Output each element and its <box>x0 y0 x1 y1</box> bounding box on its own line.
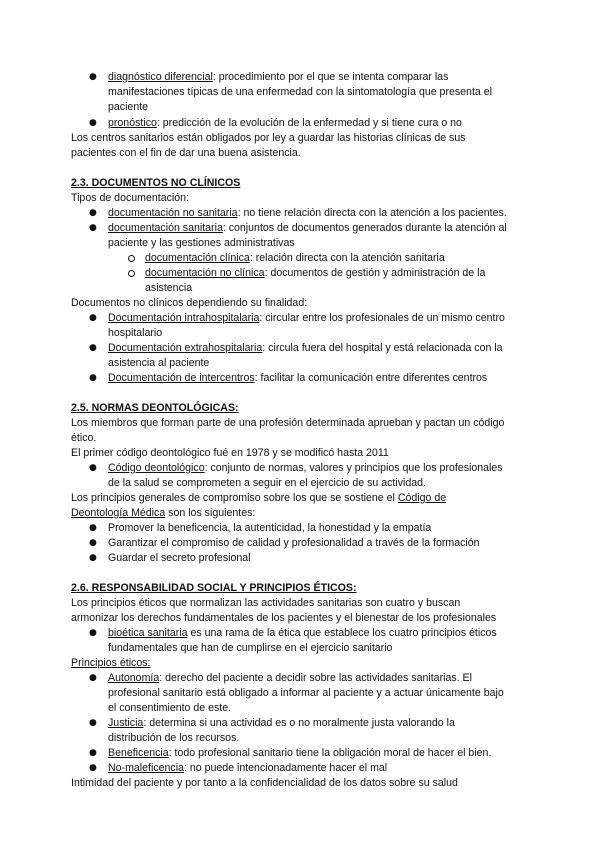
paragraph-line: armonizar los derechos fundamentales de los pacientes y el bienestar de los profesionales <box>71 612 497 624</box>
bullet-icon: ● <box>89 463 97 473</box>
list-item-continuation: de la salud se comprometen a seguir en el ejercicio de su actividad. <box>108 477 426 489</box>
bullet-icon: ● <box>89 763 97 773</box>
paragraph-line: Los miembros que forman parte de una profesión determinada aprueban y pactan un código <box>71 417 505 429</box>
term: diagnóstico diferencial <box>108 71 213 83</box>
list-item: Justicia: determina si una actividad es o no moralmente justa valorando la <box>108 717 455 729</box>
paragraph-line: Deontología Médica son los siguientes: <box>71 507 256 519</box>
list-item-continuation: asistencia <box>145 282 193 294</box>
term: Documentación de intercentros <box>108 372 255 384</box>
list-item: Garantizar el compromiso de calidad y profesionalidad a través de la formación <box>108 537 480 549</box>
list-item: documentación no sanitaria: no tiene relación directa con la atención a los pacientes. <box>108 207 507 219</box>
bullet-icon: ● <box>89 223 97 233</box>
term: No-maleficencia <box>108 762 184 774</box>
list-item: pronóstico: predicción de la evolución de la enfermedad y si tiene cura o no <box>108 117 462 129</box>
term: Documentación intrahospitalaria <box>108 312 260 324</box>
section-heading: 2.6. RESPONSABILIDAD SOCIAL Y PRINCIPIOS ÉTICOS: <box>71 582 357 594</box>
list-item: Promover la beneficencia, la autenticidad, la honestidad y la empatía <box>108 522 432 534</box>
paragraph-line: Tipos de documentación: <box>71 192 189 204</box>
list-item: documentación sanitaria: conjuntos de documentos generados durante la atención al <box>108 222 507 234</box>
section-heading: 2.3. DOCUMENTOS NO CLÍNICOS <box>71 177 241 189</box>
bullet-icon: ● <box>89 718 97 728</box>
bullet-icon: ● <box>89 748 97 758</box>
bullet-icon: ● <box>89 72 97 82</box>
paragraph-line: Documentos no clínicos dependiendo su finalidad: <box>71 297 308 309</box>
list-item: documentación no clínica: documentos de gestión y administración de la <box>145 267 486 279</box>
bullet-icon: ● <box>89 208 97 218</box>
bullet-icon: ● <box>89 538 97 548</box>
list-item: Beneficencia: todo profesional sanitario tiene la obligación moral de hacer el bien. <box>108 747 492 759</box>
link-codigo[interactable]: Código de <box>397 492 447 504</box>
list-item-continuation: paciente y las gestiones administrativas <box>108 237 295 249</box>
term: Beneficencia <box>108 747 169 759</box>
circle-bullet-icon <box>128 255 135 262</box>
link-deontologia[interactable]: Deontología Médica <box>71 507 166 519</box>
list-item: Documentación extrahospitalaria: circula fuera del hospital y está relacionada con la <box>108 342 503 354</box>
list-item: Código deontológico: conjunto de normas, valores y principios que los profesionales <box>108 462 503 474</box>
term: Código deontológico <box>108 462 205 474</box>
list-item-continuation: fundamentales que han de cumplirse en el ejercicio sanitario <box>108 642 393 654</box>
list-item: documentación clínica: relación directa con la atención sanitaria <box>145 252 445 264</box>
bullet-icon: ● <box>89 373 97 383</box>
list-item: No-maleficencia: no puede intencionadamente hacer el mal <box>108 762 388 774</box>
list-item: Documentación de intercentros: facilitar la comunicación entre diferentes centros <box>108 372 488 384</box>
bullet-icon: ● <box>89 118 97 128</box>
term: Documentación extrahospitalaria <box>108 342 263 354</box>
section-heading: 2.5. NORMAS DEONTOLÓGICAS: <box>71 402 239 414</box>
circle-bullet-icon <box>128 270 135 277</box>
list-item-continuation: el consentimiento de este. <box>108 702 232 714</box>
paragraph-line: Los principios éticos que normalizan las actividades sanitarias son cuatro y buscan <box>71 597 461 609</box>
list-item-continuation: hospitalario <box>108 327 163 339</box>
list-item-continuation: profesional sanitario está obligado a informar al paciente y a actuar únicamente bajo <box>108 687 504 699</box>
bullet-icon: ● <box>89 523 97 533</box>
list-item-continuation: asistencia al paciente <box>108 357 210 369</box>
bullet-icon: ● <box>89 628 97 638</box>
subheading: Principios éticos: <box>71 657 151 669</box>
term: documentación clínica <box>145 252 250 264</box>
list-item: diagnóstico diferencial: procedimiento por el que se intenta comparar las <box>108 71 449 83</box>
bullet-icon: ● <box>89 673 97 683</box>
paragraph-line: pacientes con el fin de dar una buena asistencia. <box>71 147 301 159</box>
list-item-continuation: paciente <box>108 101 149 113</box>
term: pronóstico <box>108 117 157 129</box>
term: bioética sanitaria <box>108 627 188 639</box>
list-item: Guardar el secreto profesional <box>108 552 251 564</box>
list-item-continuation: distribución de los recursos. <box>108 732 240 744</box>
term: Justicia <box>108 717 144 729</box>
list-item: Autonomía: derecho del paciente a decidir sobre las actividades sanitarias. El <box>108 672 472 684</box>
list-item: Documentación intrahospitalaria: circular entre los profesionales de un mismo centro <box>108 312 505 324</box>
term: documentación no sanitaria <box>108 207 238 219</box>
paragraph-line: Los centros sanitarios están obligados por ley a guardar las historias clínicas de sus <box>71 132 466 144</box>
term: documentación no clínica <box>145 267 265 279</box>
term: documentación sanitaria <box>108 222 223 234</box>
list-item: bioética sanitaria es una rama de la ética que establece los cuatro principios éticos <box>108 627 497 639</box>
bullet-icon: ● <box>89 343 97 353</box>
paragraph-line: El primer código deontológico fué en 1978 y se modificó hasta 2011 <box>71 447 389 459</box>
paragraph-line: Los principios generales de compromiso sobre los que se sostiene el Código de <box>71 492 447 504</box>
term: Autonomía <box>108 672 160 684</box>
paragraph-line: Intimidad del paciente y por tanto a la confidencialidad de los datos sobre su salud <box>71 777 458 789</box>
list-item-continuation: manifestaciones típicas de una enfermedad con la sintomatología que presenta el <box>108 86 492 98</box>
bullet-icon: ● <box>89 313 97 323</box>
paragraph-line: ético. <box>71 432 97 444</box>
bullet-icon: ● <box>89 553 97 563</box>
